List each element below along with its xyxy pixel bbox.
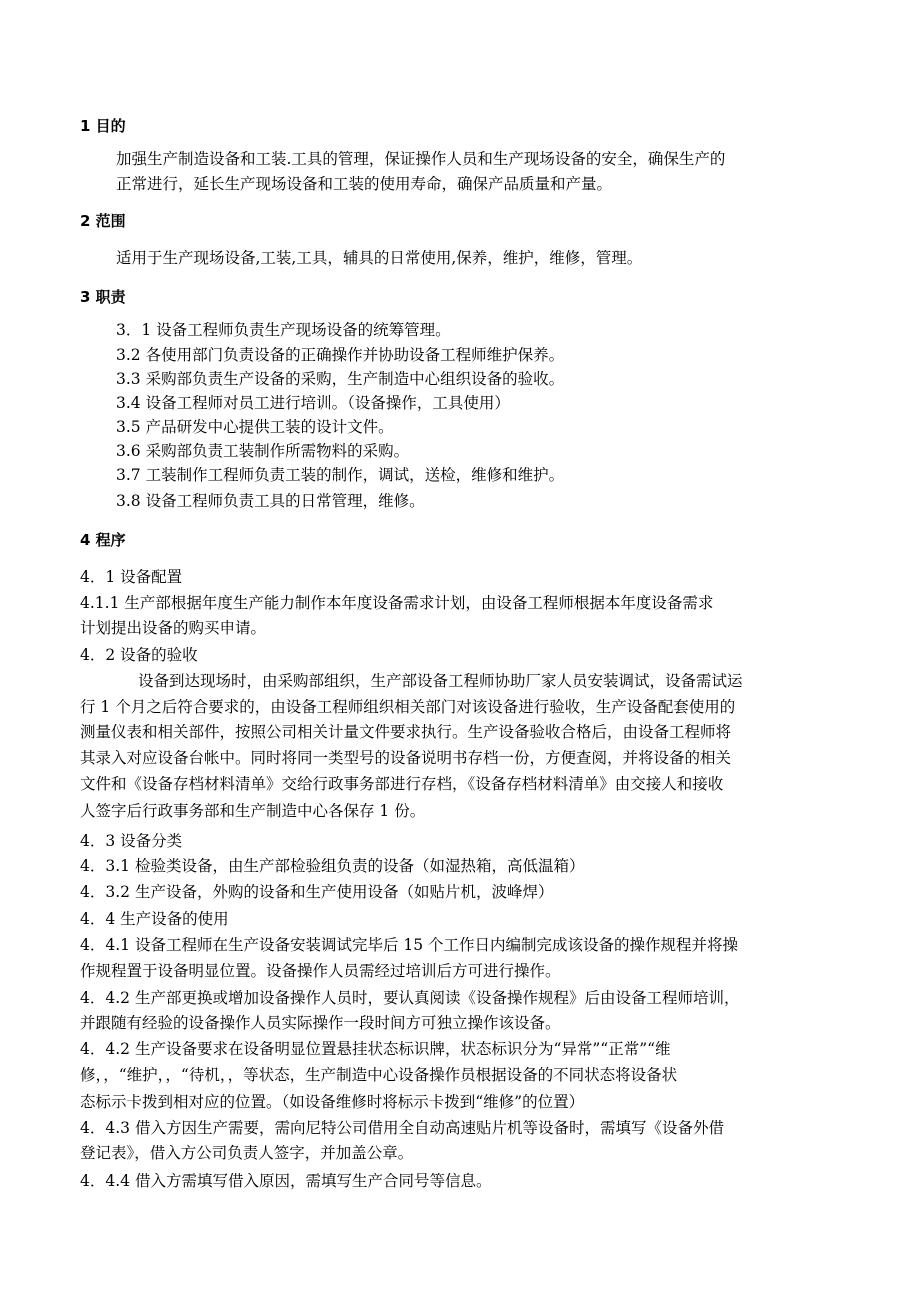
procedure-line: 4．3 设备分类 (80, 832, 183, 850)
responsibility-item: 3.3 采购部负责生产设备的采购，生产制造中心组织设备的验收。 (116, 370, 565, 388)
procedure-line: 行 1 个月之后符合要求的，由设备工程师组织相关部门对该设备进行验收，生产设备配套使用的 (80, 698, 736, 716)
responsibility-item: 3.2 各使用部门负责设备的正确操作并协助设备工程师维护保养。 (116, 346, 565, 364)
procedure-line: 4．4 生产设备的使用 (80, 910, 229, 928)
procedure-line: 计划提出设备的购买申请。 (80, 619, 267, 637)
responsibility-item: 3.8 设备工程师负责工具的日常管理，维修。 (116, 492, 425, 510)
responsibility-item: 3.6 采购部负责工装制作所需物料的采购。 (116, 442, 410, 460)
procedure-line: 登记表》，借入方公司负责人签字，并加盖公章。 (80, 1144, 414, 1162)
responsibility-item: 3．1 设备工程师负责生产现场设备的统筹管理。 (116, 321, 451, 339)
procedure-line: 设备到达现场时，由采购部组织，生产部设备工程师协助厂家人员安装调试，设备需试运 (138, 672, 743, 690)
procedure-line: 态标示卡拨到相对应的位置。（如设备维修时将标示卡拨到“维修”的位置） (80, 1093, 585, 1111)
paragraph-line: 加强生产制造设备和工装.工具的管理，保证操作人员和生产现场设备的安全，确保生产的 (116, 150, 726, 168)
paragraph-line: 适用于生产现场设备,工装,工具，辅具的日常使用,保养，维护，维修，管理。 (116, 249, 643, 267)
responsibility-item: 3.7 工装制作工程师负责工装的制作，调试，送检，维修和维护。 (116, 466, 565, 484)
procedure-line: 测量仪表和相关部件，按照公司相关计量文件要求执行。生产设备验收合格后，由设备工程师将 (80, 723, 732, 741)
procedure-line: 4．4.3 借入方因生产需要，需向尼特公司借用全自动高速贴片机等设备时，需填写《设备外借 (80, 1119, 724, 1137)
section-heading-procedure: 4 程序 (80, 531, 126, 549)
procedure-line: 4．3.1 检验类设备，由生产部检验组负责的设备（如湿热箱，高低温箱） (80, 857, 585, 875)
procedure-line: 其录入对应设备台帐中。同时将同一类型号的设备说明书存档一份，方便查阅，并将设备的相关 (80, 749, 732, 767)
procedure-line: 4．4.2 生产设备要求在设备明显位置悬挂状态标识牌，状态标识分为“异常”“正常”“维 (80, 1040, 671, 1058)
section-heading-responsibilities: 3 职责 (80, 288, 126, 306)
procedure-line: 4．4.1 设备工程师在生产设备安装调试完毕后 15 个工作日内编制完成该设备的操作规程并将操 (80, 936, 739, 954)
paragraph-line: 正常进行，延长生产现场设备和工装的使用寿命，确保产品质量和产量。 (116, 175, 613, 193)
procedure-line: 4．4.2 生产部更换或增加设备操作人员时，要认真阅读《设备操作规程》后由设备工程师培训， (80, 989, 740, 1007)
responsibility-item: 3.5 产品研发中心提供工装的设计文件。 (116, 418, 394, 436)
procedure-line: 4．2 设备的验收 (80, 646, 198, 664)
section-heading-purpose: 1 目的 (80, 117, 126, 135)
procedure-line: 4．1 设备配置 (80, 568, 183, 586)
procedure-line: 4.1.1 生产部根据年度生产能力制作本年度设备需求计划，由设备工程师根据本年度设备需求 (80, 594, 714, 612)
procedure-line: 人签字后行政事务部和生产制造中心各保存 1 份。 (80, 802, 426, 820)
procedure-line: 作规程置于设备明显位置。设备操作人员需经过培训后方可进行操作。 (80, 962, 561, 980)
section-heading-scope: 2 范围 (80, 212, 126, 230)
procedure-line: 修，，“维护，，“待机，，等状态，生产制造中心设备操作员根据设备的不同状态将设备状 (80, 1066, 678, 1084)
procedure-line: 文件和《设备存档材料清单》交给行政事务部进行存档，《设备存档材料清单》由交接人和接收 (80, 775, 724, 793)
procedure-line: 并跟随有经验的设备操作人员实际操作一段时间方可独立操作该设备。 (80, 1014, 561, 1032)
responsibility-item: 3.4 设备工程师对员工进行培训。（设备操作，工具使用） (116, 394, 510, 412)
procedure-line: 4．4.4 借入方需填写借入原因，需填写生产合同号等信息。 (80, 1172, 492, 1190)
procedure-line: 4．3.2 生产设备，外购的设备和生产使用设备（如贴片机，波峰焊） (80, 883, 554, 901)
